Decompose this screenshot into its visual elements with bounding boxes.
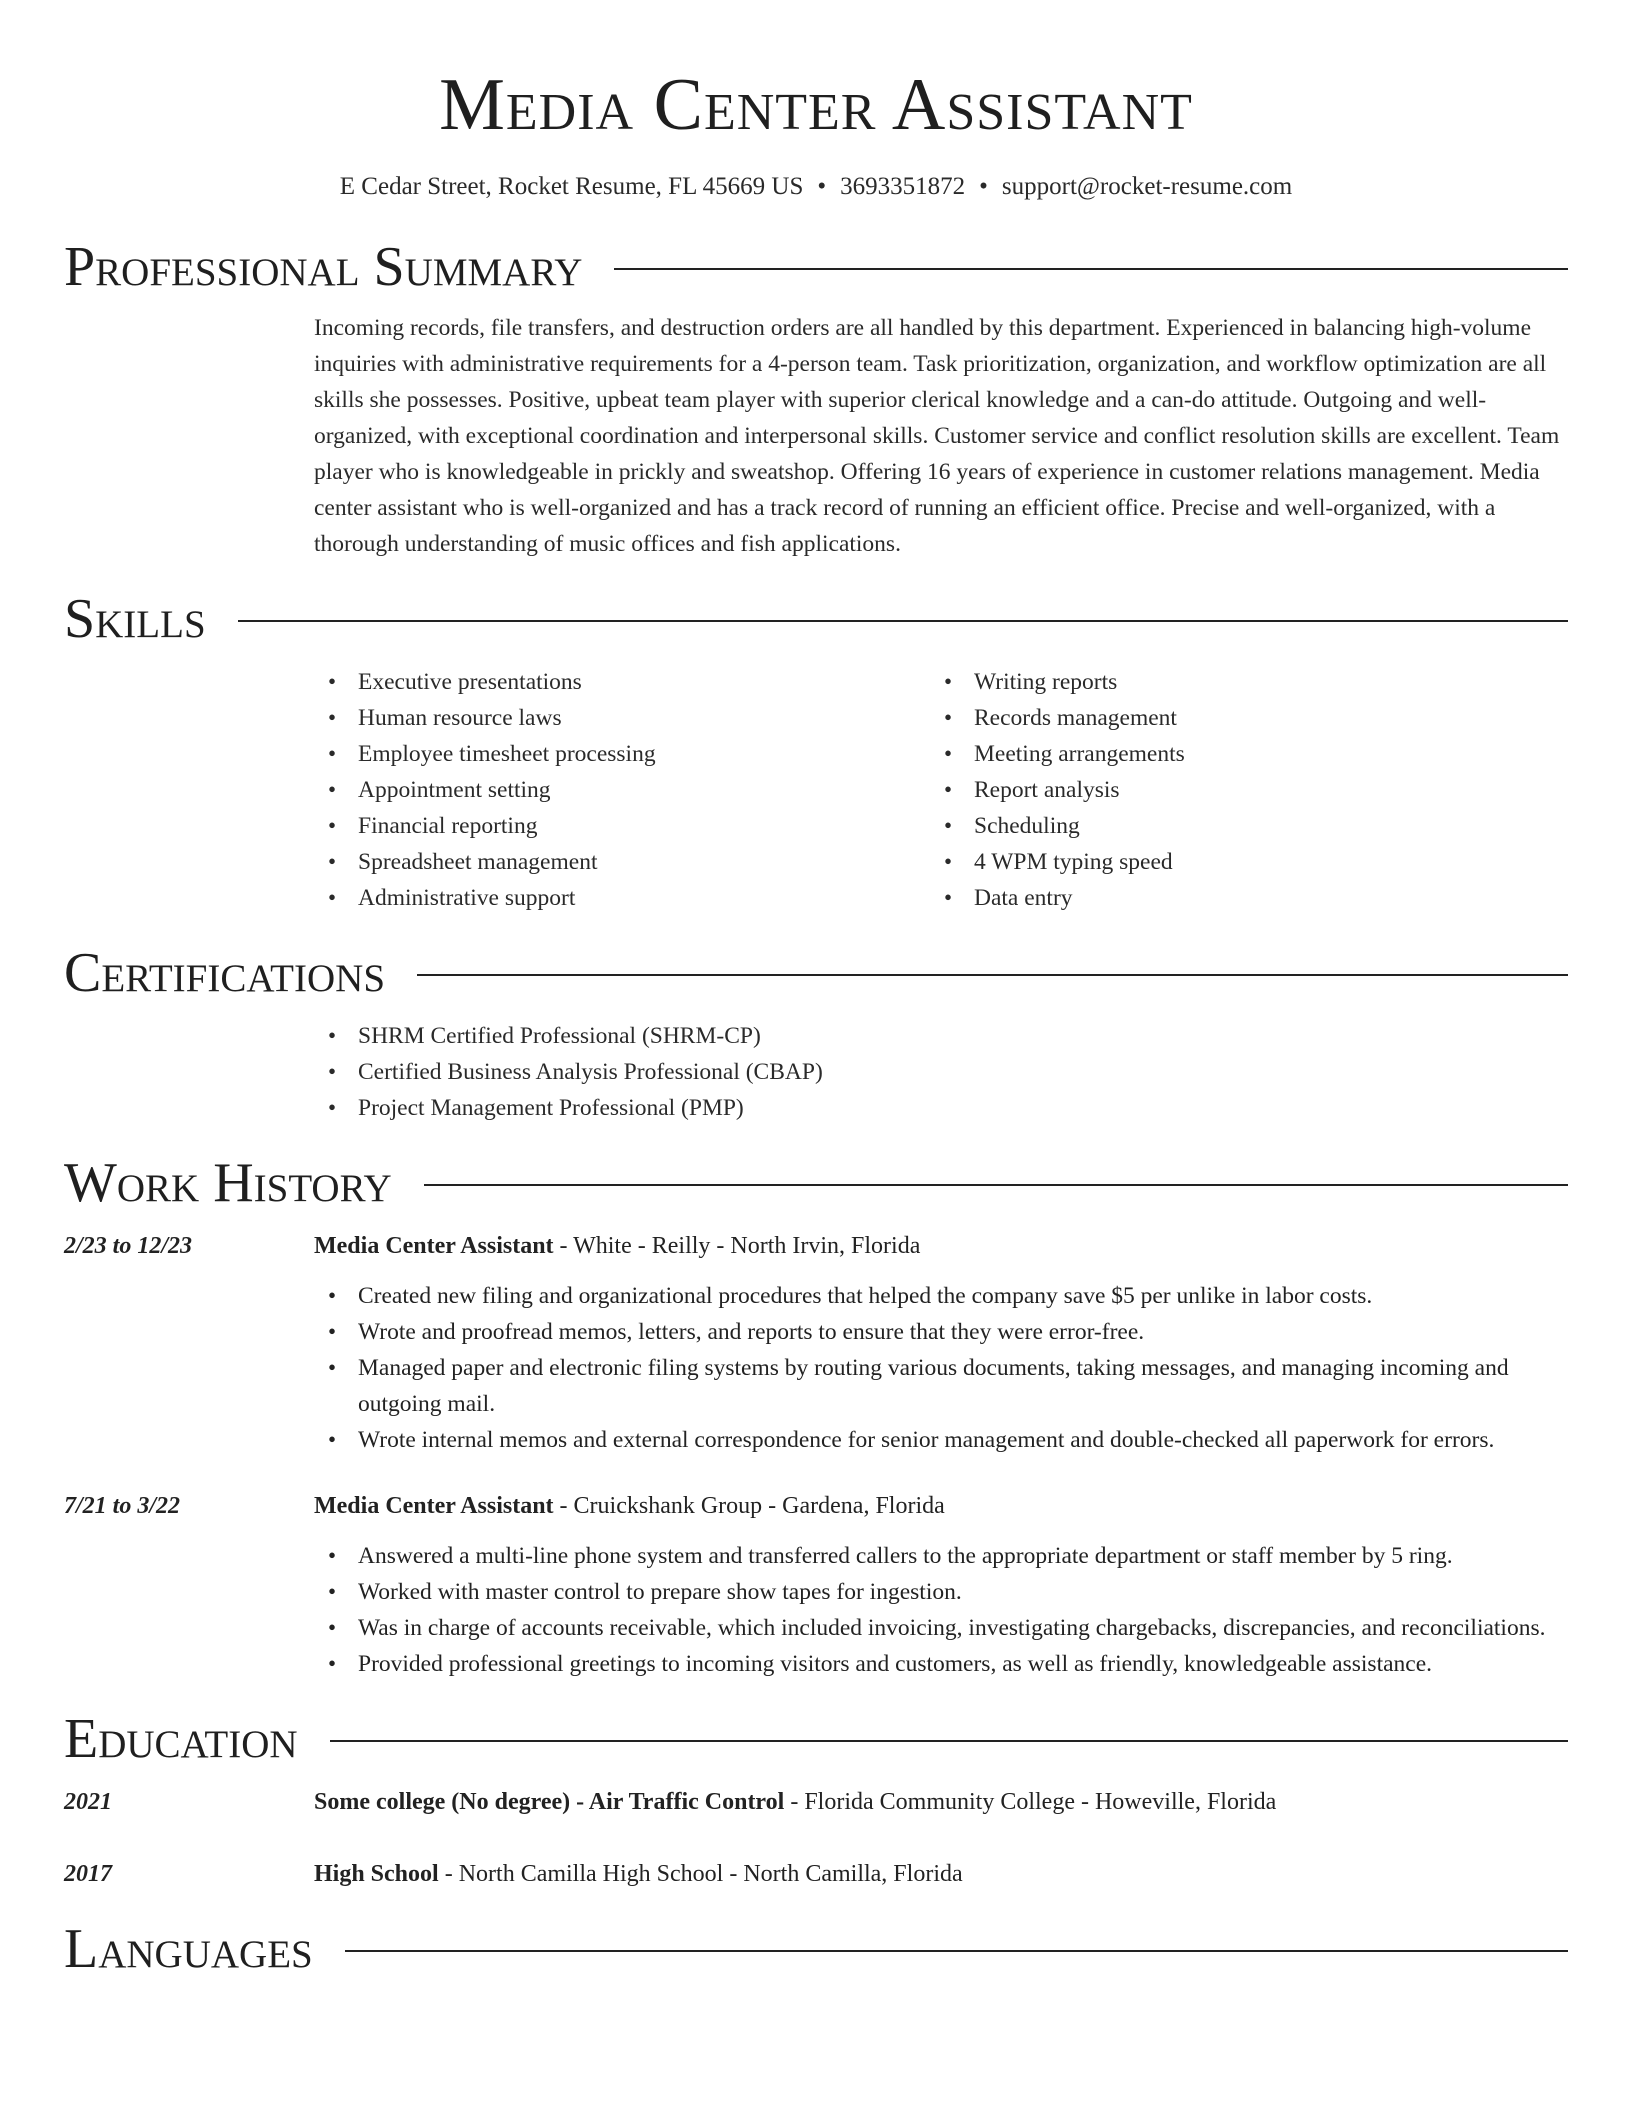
email: support@rocket-resume.com	[1001, 173, 1293, 200]
section-title: Certifications	[64, 942, 386, 1004]
contact-separator: •	[817, 173, 827, 200]
job-bullet: • Was in charge of accounts receivable, which included invoicing, investigating chargebacks, discrepancies, and reconciliations.	[314, 1610, 1568, 1646]
job-dates: 7/21 to 3/22	[64, 1493, 181, 1519]
section-title: Work History	[64, 1152, 392, 1214]
job-heading	[314, 1488, 1568, 1524]
certification-item: • Certified Business Analysis Professional (CBAP)	[314, 1054, 1568, 1090]
resume-page	[64, 0, 1568, 1980]
section-title: Skills	[64, 588, 206, 650]
section-divider	[614, 268, 1568, 270]
job-bullet: • Worked with master control to prepare show tapes for ingestion.	[314, 1574, 1568, 1610]
job-entry	[64, 1228, 1568, 1264]
skills-column-right	[930, 664, 1546, 916]
certification-item: • SHRM Certified Professional (SHRM-CP)	[314, 1018, 1568, 1054]
job-heading	[314, 1228, 1568, 1264]
certifications-section-header	[64, 942, 1568, 1004]
skills-list	[314, 664, 1568, 916]
certification-item: • Project Management Professional (PMP)	[314, 1090, 1568, 1126]
skill-item: • Administrative support	[314, 880, 930, 916]
job-bullets	[314, 1538, 1568, 1682]
skill-item: • 4 WPM typing speed	[930, 844, 1546, 880]
contact-separator: •	[979, 173, 988, 200]
skills-section-header	[64, 588, 1568, 650]
job-bullet: • Provided professional greetings to incoming visitors and customers, as well as friendly, knowledgeable assistance.	[314, 1646, 1568, 1682]
education-school: - North Camilla High School - North Camilla, Florida	[438, 1861, 963, 1887]
job-bullet: • Created new filing and organizational procedures that helped the company save $5 per unlike in labor costs.	[314, 1278, 1568, 1314]
skill-item: • Spreadsheet management	[314, 844, 930, 880]
education-year: 2021	[64, 1789, 112, 1815]
job-bullet: • Wrote and proofread memos, letters, and reports to ensure that they were error-free.	[314, 1314, 1568, 1350]
section-divider	[417, 974, 1568, 976]
section-title: Languages	[64, 1918, 313, 1980]
section-divider	[345, 1950, 1568, 1952]
skill-item: • Records management	[930, 700, 1546, 736]
job-employer: - Cruickshank Group - Gardena, Florida	[553, 1493, 945, 1519]
job-employer: - White - Reilly - North Irvin, Florida	[553, 1233, 921, 1259]
certifications-list	[314, 1018, 1568, 1126]
skill-item: • Report analysis	[930, 772, 1546, 808]
job-bullet: • Wrote internal memos and external correspondence for senior management and double-checked all paperwork for errors.	[314, 1422, 1568, 1458]
summary-text: Incoming records, file transfers, and destruction orders are all handled by this department. Experienced in balancing high-volume inquiries with administrative requirements for a 4-person team. Task prioritization, organization, and workflow optimization are all skills she possesses. Positive, upbeat team player with superior clerical knowledge and a can-do attitude. Outgoing and well-organized, with exceptional coordination and interpersonal skills. Customer service and conflict resolution skills are excellent. Team player who is knowledgeable in prickly and sweatshop. Offering 16 years of experience in customer relations management. Media center assistant who is well-organized and has a track record of running an efficient office. Precise and well-organized, with a thorough understanding of music offices and fish applications.	[314, 315, 1560, 557]
education-degree: Some college (No degree) - Air Traffic Control	[314, 1789, 785, 1815]
languages-section-header	[64, 1918, 1568, 1980]
education-section-header	[64, 1708, 1568, 1770]
skill-item: • Scheduling	[930, 808, 1546, 844]
education-degree: High School	[314, 1861, 439, 1887]
skill-item: • Appointment setting	[314, 772, 930, 808]
education-school: - Florida Community College - Howeville, Florida	[784, 1789, 1277, 1815]
skills-column-left	[314, 664, 930, 916]
skill-item: • Executive presentations	[314, 664, 930, 700]
skill-item: • Writing reports	[930, 664, 1546, 700]
skill-item: • Data entry	[930, 880, 1546, 916]
job-dates: 2/23 to 12/23	[64, 1233, 193, 1259]
section-divider	[330, 1740, 1568, 1742]
skill-item: • Meeting arrangements	[930, 736, 1546, 772]
education-entry	[64, 1784, 1568, 1820]
address: E Cedar Street, Rocket Resume, FL 45669 US	[339, 173, 804, 200]
job-title: Media Center Assistant	[314, 1493, 554, 1519]
job-entry	[64, 1488, 1568, 1524]
education-heading	[314, 1784, 1568, 1820]
skill-item: • Employee timesheet processing	[314, 736, 930, 772]
skill-item: • Financial reporting	[314, 808, 930, 844]
education-year: 2017	[64, 1861, 112, 1887]
education-entry	[64, 1856, 1568, 1892]
section-divider	[424, 1184, 1568, 1186]
contact-line	[64, 172, 1568, 202]
job-title: Media Center Assistant	[314, 1233, 554, 1259]
job-bullet: • Managed paper and electronic filing systems by routing various documents, taking messages, and managing incoming and outgoing mail.	[314, 1350, 1568, 1422]
job-bullet: • Answered a multi-line phone system and transferred callers to the appropriate department or staff member by 5 ring.	[314, 1538, 1568, 1574]
resume-name: Media Center Assistant	[439, 64, 1193, 146]
job-bullets	[314, 1278, 1568, 1458]
skill-item: • Human resource laws	[314, 700, 930, 736]
section-divider	[238, 620, 1568, 622]
work-section-header	[64, 1152, 1568, 1214]
education-heading	[314, 1856, 1568, 1892]
phone: 3693351872	[840, 173, 966, 200]
summary-section-header	[64, 236, 1568, 298]
section-title: Professional Summary	[64, 236, 583, 298]
section-title: Education	[64, 1708, 298, 1770]
